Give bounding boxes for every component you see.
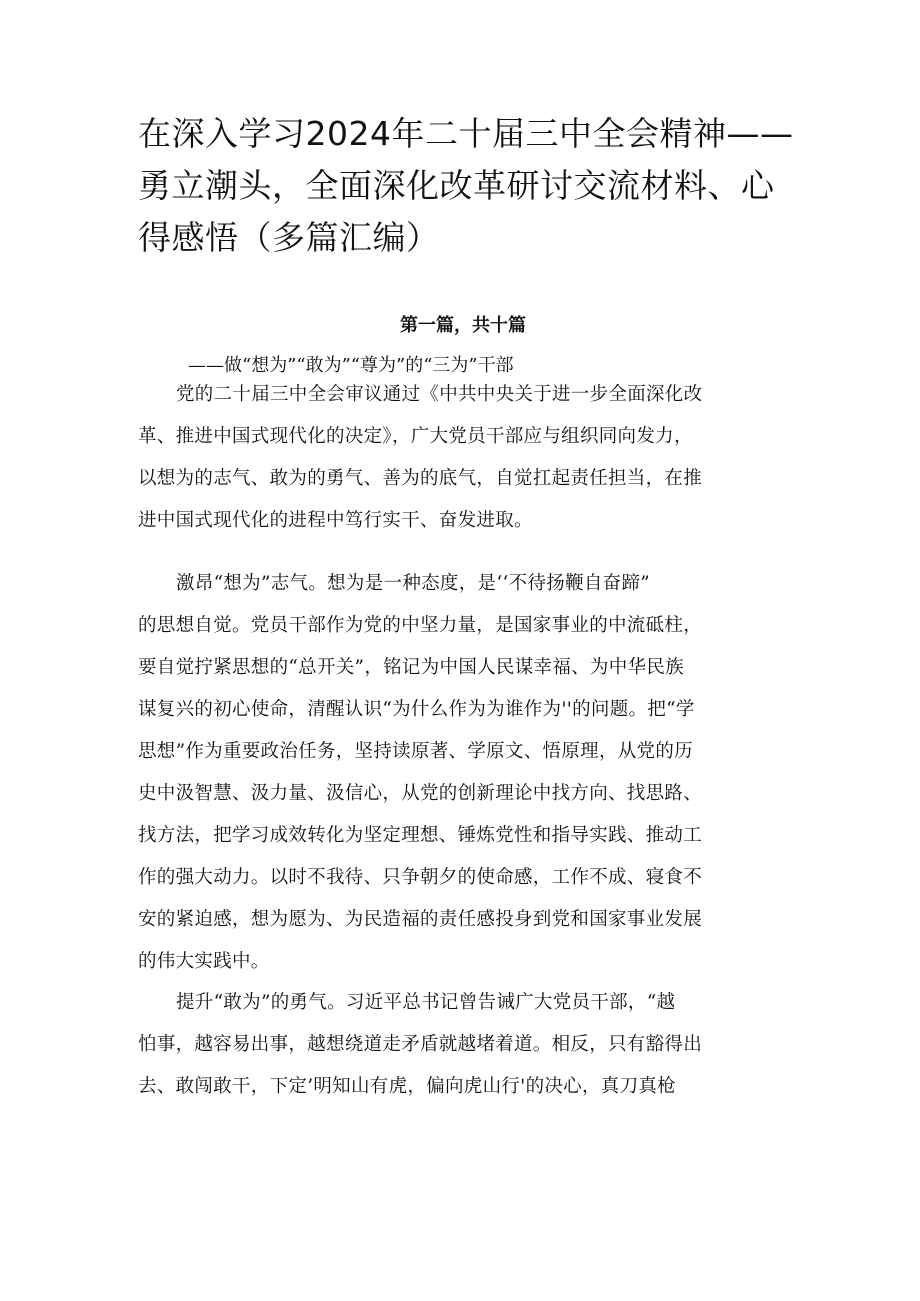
text-line: 提升“敢为”的勇气。习近平总书记曾告诫广大党员干部，“越 — [176, 992, 676, 1013]
paragraph — [138, 374, 788, 542]
title-line: 得感悟（多篇汇编） — [138, 218, 440, 257]
title-line: 在深入学习2024年二十届三中全会精神—— — [138, 114, 794, 153]
text-line: 激昂“想为”志气。想为是一种态度，是‘‘不待扬鞭自奋蹄” — [176, 573, 651, 594]
title-line: 勇立潮头，全面深化改革研讨交流材料、心 — [138, 166, 775, 205]
text-line: 作的强大动力。以时不我待、只争朝夕的使命感，工作不成、寝食不 — [138, 867, 703, 888]
section-subtitle: ——做“想为”“敢为”“尊为”的“三为”干部 — [188, 355, 514, 376]
text-line: 怕事，越容易出事，越想绕道走矛盾就越堵着道。相反，只有豁得出 — [138, 1034, 703, 1055]
text-line: 党的二十届三中全会审议通过《中共中央关于进一步全面深化改 — [176, 384, 703, 405]
text-line: 去、敢闯敢干，下定’明知山有虎，偏向虎山行'的决心，真刀真枪 — [138, 1076, 676, 1097]
document-title — [138, 108, 798, 264]
text-line: 的伟大实践中。 — [138, 951, 270, 972]
paragraph — [138, 982, 788, 1108]
text-line: 革、推进中国式现代化的决定》，广大党员干部应与组织同向发力， — [138, 426, 693, 447]
text-line: 以想为的志气、敢为的勇气、善为的底气，自觉扛起责任担当，在推 — [138, 468, 703, 489]
section-heading: 第一篇，共十篇 — [400, 315, 526, 336]
text-line: 的思想自觉。党员干部作为党的中坚力量，是国家事业的中流砥柱， — [138, 615, 703, 636]
text-line: 要自觉拧紧思想的“总开关”，铭记为中国人民谋幸福、为中华民族 — [138, 657, 684, 678]
text-line: 思想”作为重要政治任务，坚持读原著、学原文、悟原理，从党的历 — [138, 741, 693, 762]
text-line: 谋复兴的初心使命，清醒认识“为什么作为为谁作为''的问题。把“学 — [138, 699, 695, 720]
text-line: 找方法，把学习成效转化为坚定理想、锤炼党性和指导实践、推动工 — [138, 825, 703, 846]
text-line: 进中国式现代化的进程中笃行实干、奋发进取。 — [138, 510, 533, 531]
text-line: 安的紧迫感，想为愿为、为民造福的责任感投身到党和国家事业发展 — [138, 909, 703, 930]
paragraph — [138, 563, 788, 983]
text-line: 史中汲智慧、汲力量、汲信心，从党的创新理论中找方向、找思路、 — [138, 783, 703, 804]
